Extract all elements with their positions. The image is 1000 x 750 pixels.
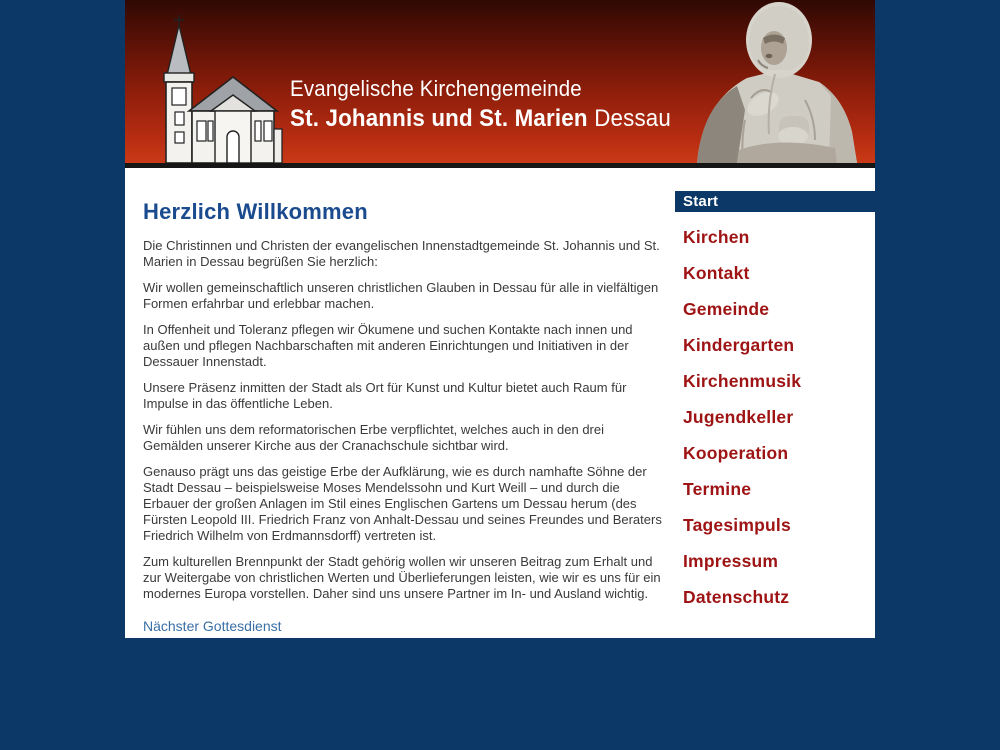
nav-item-jugendkeller[interactable]: Jugendkeller xyxy=(683,407,794,427)
intro-paragraph-wir-wollen-gemeinschaftl: Wir wollen gemeinschaftlich unseren christlichen Glauben in Dessau für alle in vielfältigen Formen erfahrbar und erlebbar machen. xyxy=(143,280,659,311)
nav-item-tagesimpuls[interactable]: Tagesimpuls xyxy=(683,515,791,535)
page-title: Herzlich Willkommen xyxy=(143,199,368,224)
intro-paragraph-unsere-pr-senz-inmitten-: Unsere Präsenz inmitten der Stadt als Ort für Kunst und Kultur bietet auch Raum für Impulse in das öffentliche Leben. xyxy=(143,380,627,411)
next-service-link[interactable]: Nächster Gottesdienst xyxy=(143,618,282,634)
site-title-line2 xyxy=(290,105,671,133)
nav-item-list xyxy=(675,227,875,608)
nav-item-termine[interactable]: Termine xyxy=(683,479,752,499)
church-line-drawing-icon xyxy=(145,13,283,163)
stone-statue-image xyxy=(679,0,869,163)
content-sheet xyxy=(125,168,875,638)
nav-item-kindergarten[interactable]: Kindergarten xyxy=(683,335,795,355)
site-title-line1: Evangelische Kirchengemeinde xyxy=(290,76,582,101)
intro-paragraph-die-christinnen-und-chri: Die Christinnen und Christen der evangelischen Innenstadtgemeinde St. Johannis und St. Marien in Dessau begrüßen Sie herzlich: xyxy=(143,238,660,269)
intro-paragraphs xyxy=(143,238,665,602)
nav-item-gemeinde[interactable]: Gemeinde xyxy=(683,299,770,319)
intro-paragraph-zum-kulturellen-brennpun: Zum kulturellen Brennpunkt der Stadt gehörig wollen wir unseren Beitrag zum Erhalt und zur Weitergabe von christlichen Werten und Überlieferungen leisten, wie wir es uns für ein modernes Europa vorstellen. Daher sind uns unsere Partner im In- und Ausland wichtig. xyxy=(143,554,661,601)
intro-paragraph-genauso-pr-gt-uns-das-ge: Genauso prägt uns das geistige Erbe der Aufklärung, wie es durch namhafte Söhne der Stadt Dessau – beispielsweise Moses Mendelssohn und Kurt Weill – und durch die Erbauer der großen Anlagen im Stil eines Englischen Gartens um Dessau herum (des Fürsten Leopold III. Friedrich Franz von Anhalt-Dessau und seines Freundes und Beraters Friedrich Wilhelm von Erdmannsdorff) vertreten ist. xyxy=(143,464,662,543)
nav-item-kooperation[interactable]: Kooperation xyxy=(683,443,789,463)
intro-paragraph-in-offenheit-und-toleran: In Offenheit und Toleranz pflegen wir Ökumene und suchen Kontakte nach innen und außen und pflegen Nachbarschaften mit anderen Einrichtungen und Initiativen in der Dessauer Innenstadt. xyxy=(143,322,633,369)
site-title-line2-suffix: Dessau xyxy=(594,105,672,132)
nav-item-kirchenmusik[interactable]: Kirchenmusik xyxy=(683,371,802,391)
site-title-line2-bold: St. Johannis und St. Marien xyxy=(290,105,588,132)
site-title xyxy=(290,76,671,133)
nav-item-datenschutz[interactable]: Datenschutz xyxy=(683,587,790,607)
nav-item-start[interactable]: Start xyxy=(675,191,875,212)
nav-item-impressum[interactable]: Impressum xyxy=(683,551,779,571)
main-nav xyxy=(675,168,875,608)
main-column xyxy=(143,168,665,636)
nav-item-kirchen[interactable]: Kirchen xyxy=(683,227,750,247)
nav-item-kontakt[interactable]: Kontakt xyxy=(683,263,750,283)
site-banner xyxy=(125,0,875,163)
intro-paragraph-wir-f-hlen-uns-dem-refor: Wir fühlen uns dem reformatorischen Erbe verpflichtet, welches auch in den drei Gemälden unserer Kirche aus der Cranachschule sichtbar wird. xyxy=(143,422,604,453)
